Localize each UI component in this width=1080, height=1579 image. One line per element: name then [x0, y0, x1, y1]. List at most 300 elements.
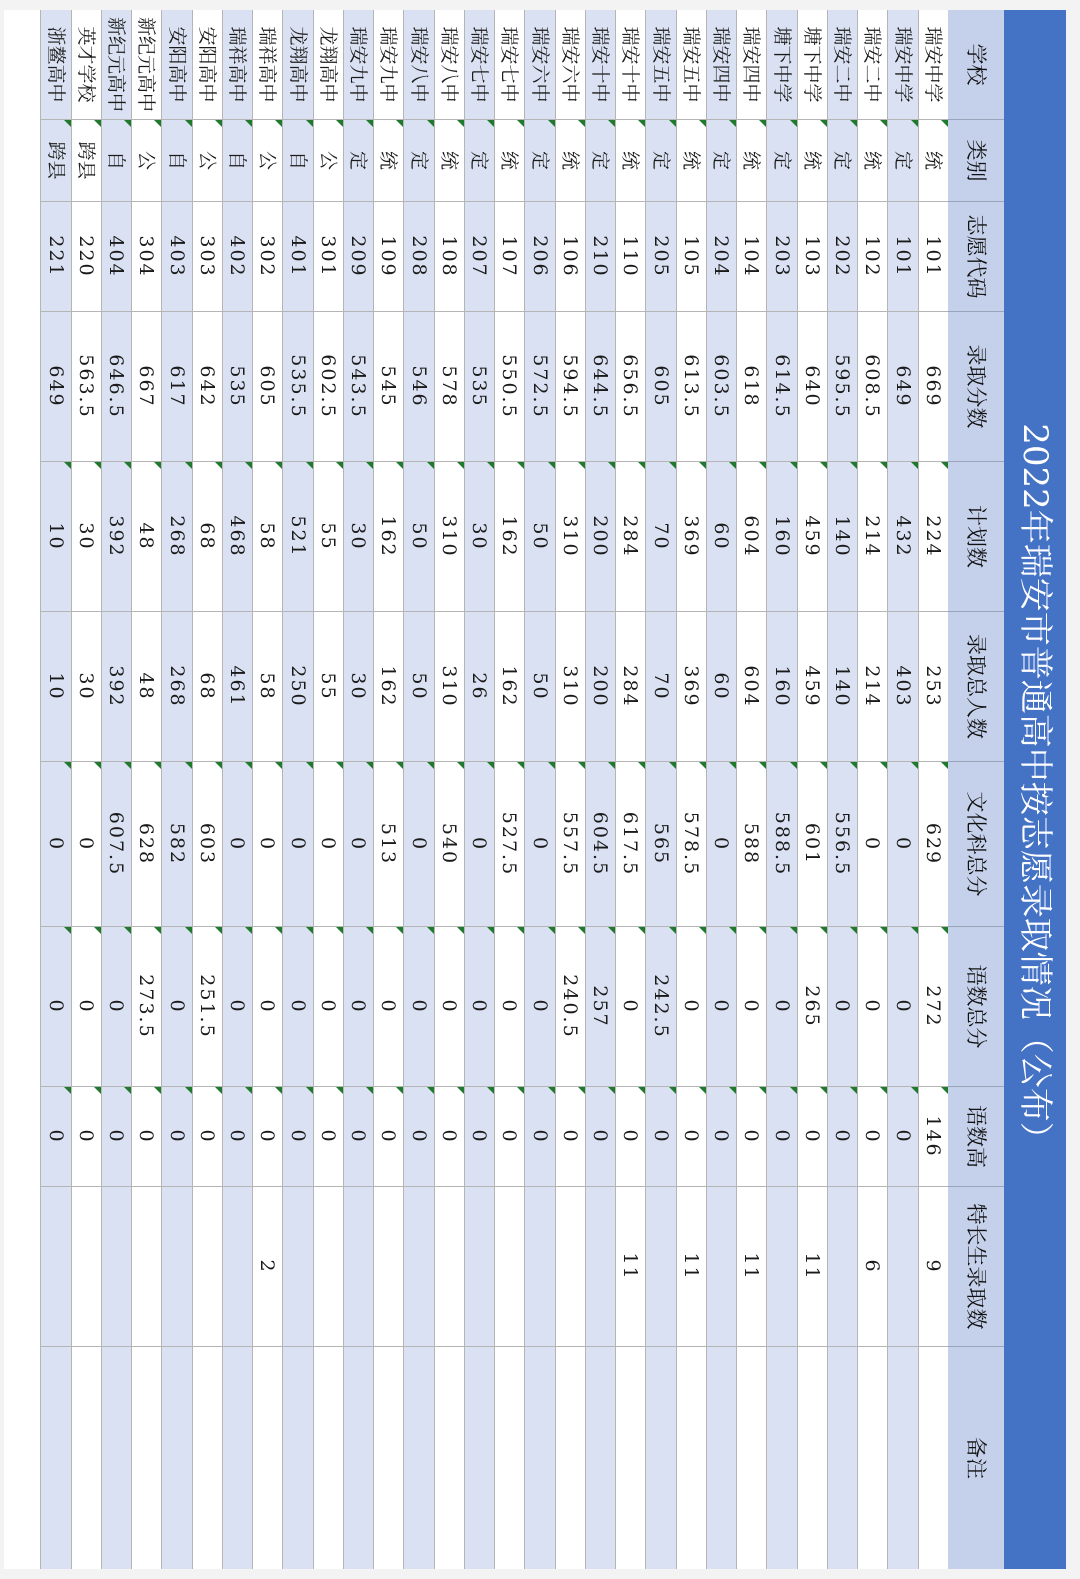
cell-score: 535.5: [283, 312, 313, 462]
error-indicator-icon: [850, 762, 857, 769]
cell-chinese-math-total: [555, 927, 585, 1087]
cell-score: 543.5: [343, 312, 373, 462]
cell-score: 667: [132, 312, 162, 462]
cell-code: 203: [767, 202, 797, 312]
cell-score: 595.5: [827, 312, 857, 462]
error-indicator-icon: [548, 462, 555, 469]
error-indicator-icon: [397, 1087, 404, 1094]
cell-score: 640: [797, 312, 827, 462]
cell-value: 224: [922, 515, 944, 558]
error-indicator-icon: [276, 927, 283, 934]
cell-code: 302: [253, 202, 283, 312]
cell-school: 瑞安十中: [585, 10, 615, 120]
cell-value: 268: [165, 515, 188, 558]
error-indicator-icon: [820, 927, 827, 934]
cell-school: 瑞安五中: [676, 10, 706, 120]
cell-chinese-math-total: [41, 927, 71, 1087]
error-indicator-icon: [760, 927, 767, 934]
cell-score: 546: [404, 312, 434, 462]
cell-value: 521: [286, 515, 309, 558]
cell-admitted: 284: [616, 612, 646, 762]
error-indicator-icon: [366, 120, 373, 127]
cell-talent-count: [706, 1187, 736, 1347]
error-indicator-icon: [185, 462, 192, 469]
cell-code: 221: [41, 202, 71, 312]
cell-value: 0: [468, 999, 491, 1014]
cell-value: 0: [528, 836, 551, 852]
error-indicator-icon: [64, 120, 71, 127]
cell-school: 瑞安九中: [343, 10, 373, 120]
cell-category: [495, 120, 525, 202]
cell-value: 0: [619, 1129, 642, 1144]
cell-chinese-math-total: [676, 927, 706, 1087]
cell-plan: [827, 462, 857, 612]
cell-culture-total: [192, 762, 222, 927]
cell-value: 556.5: [831, 811, 854, 877]
cell-value: 0: [44, 1129, 67, 1144]
cell-plan: [374, 462, 404, 612]
error-indicator-icon: [790, 462, 797, 469]
error-indicator-icon: [669, 927, 676, 934]
error-indicator-icon: [366, 1087, 373, 1094]
cell-culture-total: [918, 762, 948, 927]
cell-remarks: [495, 1347, 525, 1569]
error-indicator-icon: [729, 762, 736, 769]
cell-remarks: [737, 1347, 767, 1569]
error-indicator-icon: [124, 462, 131, 469]
cell-remarks: [71, 1347, 101, 1569]
error-indicator-icon: [820, 762, 827, 769]
error-indicator-icon: [760, 762, 767, 769]
header-chinese-math-high: 语数高: [948, 1087, 1004, 1187]
cell-value: 公: [196, 150, 218, 170]
cell-school: 瑞祥高中: [222, 10, 252, 120]
error-indicator-icon: [94, 462, 101, 469]
error-indicator-icon: [881, 462, 888, 469]
cell-value: 统: [680, 150, 702, 170]
cell-admitted: 48: [132, 612, 162, 762]
cell-score: 656.5: [616, 312, 646, 462]
error-indicator-icon: [578, 762, 585, 769]
cell-culture-total: [41, 762, 71, 927]
error-indicator-icon: [215, 120, 222, 127]
cell-chinese-math-total: [827, 927, 857, 1087]
cell-chinese-math-high: [585, 1087, 615, 1187]
cell-value: 0: [710, 1129, 733, 1144]
cell-value: 55: [317, 522, 339, 551]
cell-code: 208: [404, 202, 434, 312]
error-indicator-icon: [518, 1087, 525, 1094]
error-indicator-icon: [911, 762, 918, 769]
cell-school: 新纪元高中: [101, 10, 131, 120]
error-indicator-icon: [245, 120, 252, 127]
cell-value: 0: [165, 1129, 188, 1144]
cell-plan: [585, 462, 615, 612]
error-indicator-icon: [850, 462, 857, 469]
cell-value: 0: [680, 1129, 702, 1144]
cell-culture-total: [767, 762, 797, 927]
table-body: [41, 10, 949, 1569]
error-indicator-icon: [518, 927, 525, 934]
error-indicator-icon: [760, 120, 767, 127]
cell-value: 定: [589, 150, 612, 170]
cell-value: 468: [226, 515, 249, 558]
cell-score: 603.5: [706, 312, 736, 462]
cell-culture-total: [737, 762, 767, 927]
error-indicator-icon: [487, 1087, 494, 1094]
error-indicator-icon: [457, 462, 464, 469]
cell-talent-count: [132, 1187, 162, 1347]
cell-value: 0: [347, 999, 370, 1014]
cell-school: 龙翔高中: [313, 10, 343, 120]
error-indicator-icon: [941, 462, 948, 469]
cell-value: 628: [135, 822, 158, 866]
header-admitted: 录取总人数: [948, 612, 1004, 762]
error-indicator-icon: [941, 927, 948, 934]
cell-category: [41, 120, 71, 202]
cell-talent-count: 2: [253, 1187, 283, 1347]
cell-admitted: 392: [101, 612, 131, 762]
cell-plan: [858, 462, 888, 612]
cell-code: 110: [616, 202, 646, 312]
cell-remarks: [222, 1347, 252, 1569]
cell-chinese-math-total: [616, 927, 646, 1087]
cell-talent-count: [343, 1187, 373, 1347]
cell-value: 50: [528, 522, 551, 551]
cell-chinese-math-high: [71, 1087, 101, 1187]
cell-category: [827, 120, 857, 202]
cell-school: 英才学校: [71, 10, 101, 120]
error-indicator-icon: [336, 462, 343, 469]
cell-value: 0: [226, 836, 249, 852]
cell-talent-count: [434, 1187, 464, 1347]
error-indicator-icon: [397, 762, 404, 769]
cell-admitted: 70: [646, 612, 676, 762]
error-indicator-icon: [487, 927, 494, 934]
cell-remarks: [585, 1347, 615, 1569]
cell-value: 30: [347, 522, 370, 551]
cell-score: 649: [41, 312, 71, 462]
cell-value: 0: [438, 1129, 460, 1144]
cell-chinese-math-total: [767, 927, 797, 1087]
cell-value: 0: [468, 836, 491, 852]
cell-value: 513: [377, 822, 400, 866]
error-indicator-icon: [578, 120, 585, 127]
cell-value: 0: [286, 1129, 309, 1144]
cell-value: 0: [256, 999, 279, 1014]
error-indicator-icon: [306, 120, 313, 127]
error-indicator-icon: [336, 762, 343, 769]
cell-value: 定: [347, 150, 370, 170]
cell-chinese-math-high: [858, 1087, 888, 1187]
cell-chinese-math-total: [283, 927, 313, 1087]
cell-remarks: [434, 1347, 464, 1569]
cell-code: 102: [858, 202, 888, 312]
cell-remarks: [888, 1347, 918, 1569]
cell-culture-total: [706, 762, 736, 927]
cell-remarks: [797, 1347, 827, 1569]
cell-remarks: [404, 1347, 434, 1569]
cell-value: 统: [740, 150, 763, 170]
cell-value: 310: [438, 515, 460, 558]
cell-talent-count: [827, 1187, 857, 1347]
cell-code: 202: [827, 202, 857, 312]
cell-admitted: 30: [71, 612, 101, 762]
cell-code: 209: [343, 202, 373, 312]
cell-admitted: 461: [222, 612, 252, 762]
error-indicator-icon: [276, 1087, 283, 1094]
table-row: [101, 10, 131, 1569]
cell-chinese-math-high: [343, 1087, 373, 1187]
cell-culture-total: [222, 762, 252, 927]
header-score: 录取分数: [948, 312, 1004, 462]
error-indicator-icon: [64, 1087, 71, 1094]
cell-talent-count: [101, 1187, 131, 1347]
cell-category: [374, 120, 404, 202]
cell-talent-count: [525, 1187, 555, 1347]
cell-category: [585, 120, 615, 202]
cell-culture-total: [646, 762, 676, 927]
cell-chinese-math-total: [101, 927, 131, 1087]
error-indicator-icon: [427, 762, 434, 769]
cell-value: 60: [710, 522, 733, 551]
cell-value: 0: [891, 999, 914, 1014]
table-row: [706, 10, 736, 1569]
cell-culture-total: [343, 762, 373, 927]
error-indicator-icon: [245, 762, 252, 769]
cell-code: 206: [525, 202, 555, 312]
error-indicator-icon: [457, 927, 464, 934]
cell-value: 582: [165, 822, 188, 866]
cell-plan: [313, 462, 343, 612]
table-row: [434, 10, 464, 1569]
cell-chinese-math-total: [706, 927, 736, 1087]
cell-chinese-math-high: [434, 1087, 464, 1187]
cell-value: 629: [922, 822, 944, 866]
cell-score: 550.5: [495, 312, 525, 462]
cell-value: 251.5: [196, 974, 218, 1039]
error-indicator-icon: [155, 762, 162, 769]
cell-score: 572.5: [525, 312, 555, 462]
cell-talent-count: 11: [676, 1187, 706, 1347]
error-indicator-icon: [397, 927, 404, 934]
error-indicator-icon: [548, 120, 555, 127]
cell-value: 240.5: [559, 974, 581, 1039]
error-indicator-icon: [487, 462, 494, 469]
error-indicator-icon: [941, 120, 948, 127]
cell-code: 301: [313, 202, 343, 312]
cell-value: 0: [317, 999, 339, 1014]
cell-culture-total: [888, 762, 918, 927]
cell-value: 0: [165, 999, 188, 1014]
cell-school: 瑞安十中: [616, 10, 646, 120]
cell-school: 瑞安五中: [646, 10, 676, 120]
cell-value: 0: [559, 1129, 581, 1144]
cell-value: 540: [438, 822, 460, 866]
cell-value: 自: [105, 150, 128, 170]
error-indicator-icon: [518, 462, 525, 469]
cell-chinese-math-high: [888, 1087, 918, 1187]
cell-chinese-math-high: [162, 1087, 192, 1187]
cell-chinese-math-total: [646, 927, 676, 1087]
error-indicator-icon: [548, 927, 555, 934]
cell-chinese-math-high: [495, 1087, 525, 1187]
error-indicator-icon: [124, 120, 131, 127]
cell-plan: [71, 462, 101, 612]
error-indicator-icon: [276, 762, 283, 769]
cell-school: 瑞安二中: [858, 10, 888, 120]
cell-culture-total: [555, 762, 585, 927]
cell-talent-count: [464, 1187, 494, 1347]
cell-value: 10: [44, 522, 67, 551]
cell-admitted: 268: [162, 612, 192, 762]
cell-remarks: [101, 1347, 131, 1569]
cell-plan: [888, 462, 918, 612]
cell-admitted: 200: [585, 612, 615, 762]
cell-chinese-math-high: [918, 1087, 948, 1187]
cell-culture-total: [797, 762, 827, 927]
error-indicator-icon: [155, 120, 162, 127]
cell-plan: [41, 462, 71, 612]
error-indicator-icon: [185, 927, 192, 934]
cell-admitted: 55: [313, 612, 343, 762]
cell-admitted: 50: [525, 612, 555, 762]
cell-value: 定: [528, 150, 551, 170]
cell-school: 瑞安六中: [525, 10, 555, 120]
cell-chinese-math-total: [797, 927, 827, 1087]
cell-admitted: 604: [737, 612, 767, 762]
error-indicator-icon: [850, 1087, 857, 1094]
cell-value: 214: [861, 515, 884, 558]
cell-value: 0: [226, 1129, 249, 1144]
table-row: [131, 10, 161, 1569]
cell-category: [162, 120, 192, 202]
cell-culture-total: [858, 762, 888, 927]
cell-culture-total: [374, 762, 404, 927]
error-indicator-icon: [215, 762, 222, 769]
cell-value: 601: [801, 822, 823, 866]
cell-value: 265: [801, 985, 823, 1028]
error-indicator-icon: [881, 1087, 888, 1094]
error-indicator-icon: [578, 1087, 585, 1094]
cell-score: 646.5: [101, 312, 131, 462]
cell-category: [313, 120, 343, 202]
cell-value: 565: [649, 822, 672, 866]
cell-chinese-math-high: [797, 1087, 827, 1187]
cell-value: 定: [407, 150, 430, 170]
table-row: [404, 10, 434, 1569]
table-row: [283, 10, 313, 1569]
error-indicator-icon: [639, 462, 646, 469]
cell-plan: [192, 462, 222, 612]
cell-remarks: [464, 1347, 494, 1569]
header-school: 学校: [948, 10, 1004, 120]
cell-value: 257: [589, 985, 612, 1028]
cell-plan: [101, 462, 131, 612]
header-plan: 计划数: [948, 462, 1004, 612]
cell-remarks: [283, 1347, 313, 1569]
error-indicator-icon: [306, 1087, 313, 1094]
cell-chinese-math-total: [313, 927, 343, 1087]
cell-culture-total: [283, 762, 313, 927]
cell-value: 30: [75, 522, 97, 551]
table-row: [857, 10, 887, 1569]
error-indicator-icon: [94, 1087, 101, 1094]
cell-score: 545: [374, 312, 404, 462]
cell-chinese-math-high: [404, 1087, 434, 1187]
cell-remarks: [827, 1347, 857, 1569]
error-indicator-icon: [669, 462, 676, 469]
cell-value: 0: [44, 999, 67, 1014]
cell-remarks: [132, 1347, 162, 1569]
cell-remarks: [162, 1347, 192, 1569]
cell-value: 0: [528, 1129, 551, 1144]
cell-score: 594.5: [555, 312, 585, 462]
cell-talent-count: 11: [737, 1187, 767, 1347]
cell-admitted: 310: [434, 612, 464, 762]
cell-value: 578.5: [680, 811, 702, 877]
cell-chinese-math-total: [585, 927, 615, 1087]
cell-culture-total: [253, 762, 283, 927]
cell-value: 0: [649, 1129, 672, 1144]
cell-talent-count: [192, 1187, 222, 1347]
cell-value: 定: [649, 150, 672, 170]
cell-value: 定: [891, 150, 914, 170]
cell-value: 0: [740, 999, 763, 1014]
error-indicator-icon: [608, 1087, 615, 1094]
cell-remarks: [343, 1347, 373, 1569]
error-indicator-icon: [790, 762, 797, 769]
cell-school: 瑞安四中: [706, 10, 736, 120]
cell-category: [797, 120, 827, 202]
cell-culture-total: [404, 762, 434, 927]
cell-value: 0: [407, 999, 430, 1014]
cell-chinese-math-total: [132, 927, 162, 1087]
error-indicator-icon: [215, 462, 222, 469]
cell-admitted: 68: [192, 612, 222, 762]
cell-culture-total: [676, 762, 706, 927]
error-indicator-icon: [215, 1087, 222, 1094]
error-indicator-icon: [427, 927, 434, 934]
cell-value: 0: [801, 1129, 823, 1144]
cell-value: 557.5: [559, 811, 581, 877]
cell-school: 瑞安九中: [374, 10, 404, 120]
cell-value: 588.5: [770, 811, 793, 877]
cell-culture-total: [525, 762, 555, 927]
cell-chinese-math-high: [101, 1087, 131, 1187]
cell-category: [737, 120, 767, 202]
cell-remarks: [858, 1347, 888, 1569]
cell-value: 0: [135, 1129, 158, 1144]
cell-code: 107: [495, 202, 525, 312]
cell-chinese-math-high: [646, 1087, 676, 1187]
cell-value: 392: [105, 515, 128, 558]
cell-category: [132, 120, 162, 202]
cell-value: 310: [559, 515, 581, 558]
cell-admitted: 162: [495, 612, 525, 762]
error-indicator-icon: [639, 120, 646, 127]
cell-plan: [283, 462, 313, 612]
error-indicator-icon: [427, 1087, 434, 1094]
cell-chinese-math-high: [676, 1087, 706, 1187]
cell-value: 0: [347, 836, 370, 852]
cell-talent-count: [767, 1187, 797, 1347]
cell-value: 统: [377, 150, 400, 170]
cell-chinese-math-total: [343, 927, 373, 1087]
cell-school: 瑞安八中: [404, 10, 434, 120]
cell-value: 0: [256, 1129, 279, 1144]
cell-value: 0: [317, 836, 339, 852]
